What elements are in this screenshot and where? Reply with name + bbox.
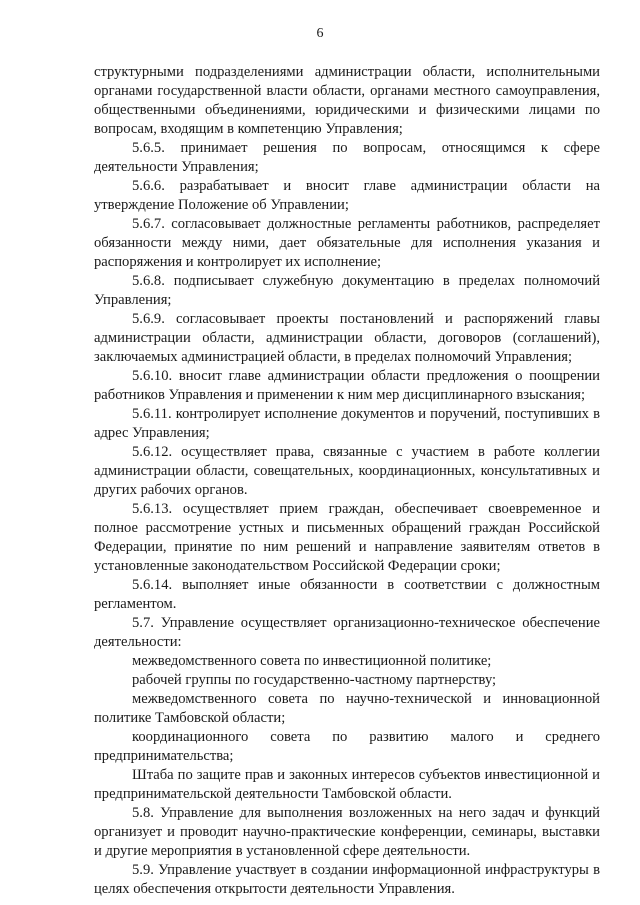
paragraph: 5.7. Управление осуществляет организационно-техническое обеспечение деятельности: — [94, 615, 600, 650]
paragraph: 5.6.5. принимает решения по вопросам, относящимся к сфере деятельности Управления; — [94, 140, 600, 175]
paragraph: структурными подразделениями администрации области, исполнительными органами государственной власти области, органами местного самоуправления, общественными объединениями, юридическими и физическими лицами по вопросам, входящим в компетенцию Управления; — [94, 64, 600, 137]
paragraph: 5.6.11. контролирует исполнение документов и поручений, поступивших в адрес Управления; — [94, 406, 600, 441]
paragraph: 5.6.8. подписывает служебную документацию в пределах полномочий Управления; — [94, 273, 600, 308]
paragraph: 5.6.6. разрабатывает и вносит главе администрации области на утверждение Положение об Управлении; — [94, 178, 600, 213]
paragraph: межведомственного совета по инвестиционной политике; — [132, 653, 492, 669]
paragraph: рабочей группы по государственно-частному партнерству; — [132, 672, 497, 688]
paragraph: 5.9. Управление участвует в создании информационной инфраструктуры в целях обеспечения открытости деятельности Управления. — [94, 862, 600, 897]
paragraph: 5.6.12. осуществляет права, связанные с участием в работе коллегии администрации области, совещательных, координационных, консультативных и других рабочих органов. — [94, 444, 600, 498]
document-body — [94, 63, 600, 899]
paragraph: Штаба по защите прав и законных интересов субъектов инвестиционной и предпринимательской деятельности Тамбовской области. — [94, 767, 600, 802]
paragraph: 5.6.13. осуществляет прием граждан, обеспечивает своевременное и полное рассмотрение устных и письменных обращений граждан Российской Федерации, принятие по ним решений и направление заявителям ответов в установленные законодательством Российской Федерации сроки; — [94, 501, 600, 574]
paragraph: межведомственного совета по научно-технической и инновационной политике Тамбовской области; — [94, 691, 600, 726]
paragraph: 5.6.10. вносит главе администрации области предложения о поощрении работников Управления и применении к ним мер дисциплинарного взыскания; — [94, 368, 600, 403]
paragraph: координационного совета по развитию малого и среднего предпринимательства; — [94, 729, 600, 764]
page-number: 6 — [316, 26, 324, 41]
paragraph: 5.6.9. согласовывает проекты постановлений и распоряжений главы администрации области, администрации области, договоров (соглашений), заключаемых администрацией области, в пределах полномочий Управления; — [94, 311, 600, 365]
paragraph: 5.6.14. выполняет иные обязанности в соответствии с должностным регламентом. — [94, 577, 600, 612]
paragraph: 5.8. Управление для выполнения возложенных на него задач и функций организует и проводит научно-практические конференции, семинары, выставки и другие мероприятия в установленной сфере деятельности. — [94, 805, 600, 859]
paragraph: 5.6.7. согласовывает должностные регламенты работников, распределяет обязанности между ними, дает обязательные для исполнения указания и распоряжения и контролирует их исполнение; — [94, 216, 600, 270]
